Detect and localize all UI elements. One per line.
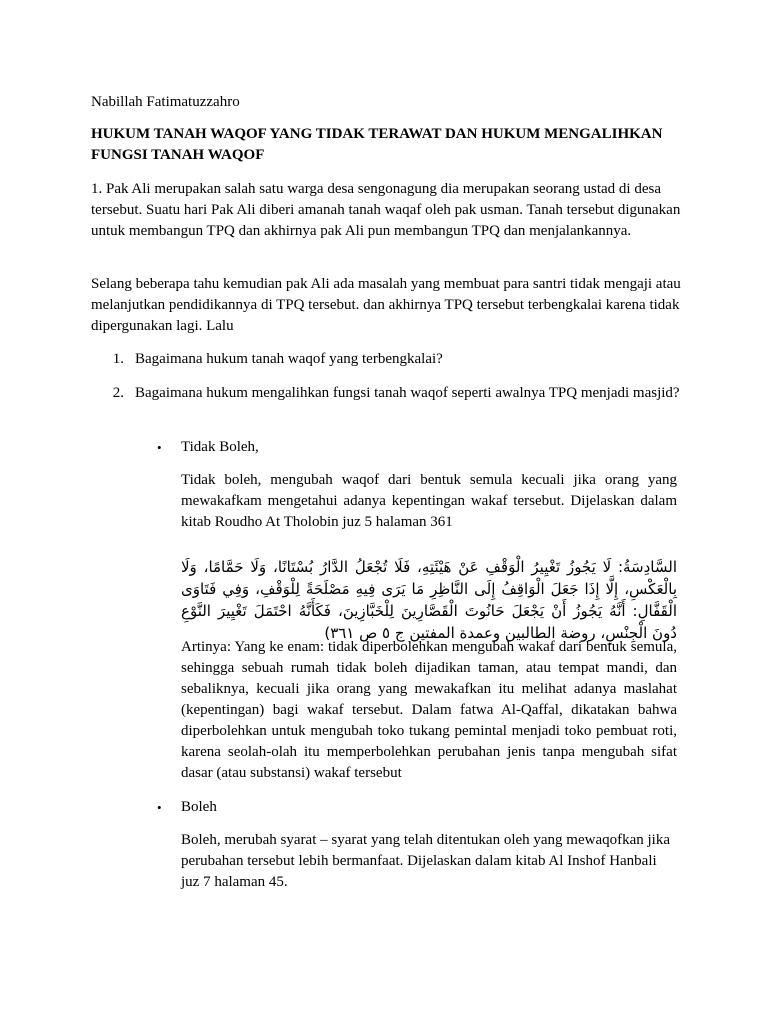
- question-number: 1.: [112, 351, 124, 367]
- answer-explanation: Tidak boleh, mengubah waqof dari bentuk semula kecuali jika orang yang mewakafkam mengetahui adanya kepentingan wakaf tersebut. Dijelaskan dalam kitab Roudho At Tholobin juz 5 halaman 361: [181, 472, 677, 530]
- translation-paragraph: Artinya: Yang ke enam: tidak diperbolehkan mengubah wakaf dari bentuk semula, sehingga sebuah rumah tidak boleh dijadikan taman, atau tempat mandi, dan sebaliknya, kecuali jika orang yang mewakafkan itu melihat adanya maslahat (kepentingan) bagi wakaf tersebut. Dalam fatwa Al-Qaffal, dikatakan bahwa diperbolehkan untuk mengubah toko tukang pemintal menjadi toko pembuat roti, karena seolah-olah itu memperbolehkan perubahan jenis tanpa mengubah sifat dasar (atau substansi) wakaf tersebut: [181, 639, 677, 781]
- case-continuation-paragraph: Selang beberapa tahu kemudian pak Ali ada masalah yang membuat para santri tidak mengaji atau melanjutkan pendidikannya di TPQ tersebut. dan akhirnya TPQ tersebut terbengkalai karena tidak dipergunakan lagi. Lalu: [91, 276, 681, 334]
- arabic-quotation: السَّادِسَةُ: لَا يَجُوزُ تَغْيِيرُ الْوَقْفِ عَنْ هَيْئَتِهِ، فَلَا تُجْعَلُ الدَّارُ بُسْتَانًا، وَلَا حَمَّامًا، وَلَا بِالْعَكْسِ، إِلَّا إِذَا جَعَلَ الْوَاقِفُ إِلَى النَّاظِرِ مَا يَرَى فِيهِ مَصْلَحَةً لِلْوَقْفِ، وَفِي فَتَاوَى الْقَفَّالِ: أَنَّهُ يَجُوزُ أَنْ يَجْعَلَ حَانُوتَ الْقَصَّارِينَ لِلْخَبَّازِينَ، فَكَأَنَّهُ احْتَمَلَ تَغْيِيرَ النَّوْعِ دُونَ الْجِنْسِ، روضة الطالبين وعمدة المفتين ج ٥ ص ٣٦١): [181, 558, 677, 642]
- question-number: 2.: [112, 385, 124, 401]
- question-text: Bagaimana hukum tanah waqof yang terbengkalai?: [135, 351, 443, 367]
- question-text: Bagaimana hukum mengalihkan fungsi tanah waqof seperti awalnya TPQ menjadi masjid?: [135, 385, 680, 401]
- answer-explanation: Boleh, merubah syarat – syarat yang telah ditentukan oleh yang mewaqofkan jika perubahan tersebut lebih bermanfaat. Dijelaskan dalam kitab Al Inshof Hanbali juz 7 halaman 45.: [181, 832, 671, 890]
- answer-heading: Tidak Boleh,: [181, 439, 259, 455]
- author-name: Nabillah Fatimatuzzahro: [91, 94, 240, 110]
- bullet-icon: •: [157, 800, 162, 815]
- bullet-icon: •: [157, 440, 162, 455]
- document-title: HUKUM TANAH WAQOF YANG TIDAK TERAWAT DAN HUKUM MENGALIHKAN FUNGSI TANAH WAQOF: [91, 126, 663, 163]
- answer-heading: Boleh: [181, 799, 217, 815]
- case-paragraph: 1. Pak Ali merupakan salah satu warga desa sengonagung dia merupakan seorang ustad di desa tersebut. Suatu hari Pak Ali diberi amanah tanah waqaf oleh pak usman. Tanah tersebut digunakan untuk membangun TPQ dan akhirnya pak Ali pun membangun TPQ dan menjalankannya.: [91, 181, 681, 239]
